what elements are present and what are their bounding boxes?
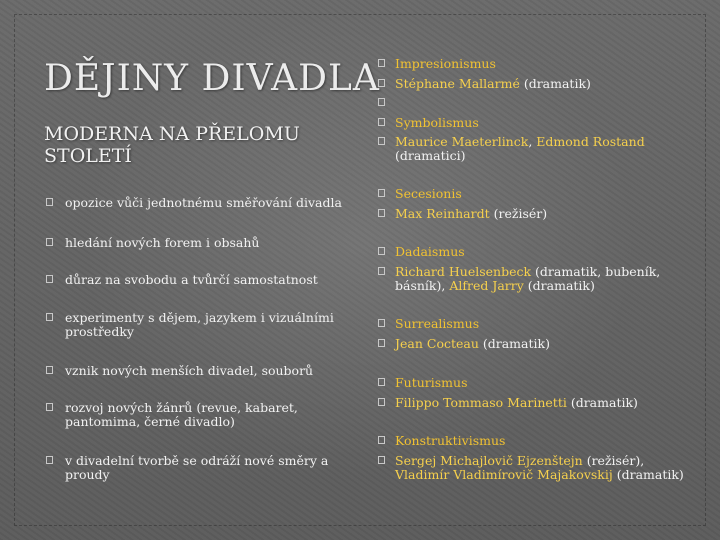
bullet-square-icon [46, 366, 53, 374]
person-name: Alfred Jarry [449, 278, 524, 293]
left-bullet: rozvoj nových žánrů (revue, kabaret, pantomima, černé divadlo) [46, 401, 346, 429]
bullet-square-icon [378, 59, 385, 67]
movement-people: Max Reinhardt (režisér) [378, 207, 678, 221]
movement-heading: Secesionis [378, 187, 678, 201]
movement-heading: Futurismus [378, 376, 678, 390]
slide-title: DĚJINY DIVADLA [44, 58, 380, 99]
movement-heading: Symbolismus [378, 116, 678, 130]
bullet-square-icon [378, 339, 385, 347]
bullet-square-icon [378, 209, 385, 217]
movement-heading: Surrealismus [378, 317, 678, 331]
bullet-square-icon [378, 398, 385, 406]
movement-people: Stéphane Mallarmé (dramatik) [378, 77, 678, 91]
bullet-square-icon [378, 247, 385, 255]
person-name: Max Reinhardt [395, 206, 490, 221]
bullet-square-icon [378, 118, 385, 126]
bullet-square-icon [46, 275, 53, 283]
movement-heading: Dadaismus [378, 245, 678, 259]
bullet-square-icon [378, 319, 385, 327]
bullet-square-icon [378, 436, 385, 444]
left-bullet: vznik nových menších divadel, souborů [46, 364, 346, 378]
left-bullet: hledání nových forem i obsahů [46, 236, 346, 250]
person-name: Vladimír Vladimírovič Majakovskij [395, 467, 613, 482]
person-name: Filippo Tommaso Marinetti [395, 395, 567, 410]
left-bullet: v divadelní tvorbě se odráží nové směry a proudy [46, 454, 346, 482]
bullet-square-icon [46, 238, 53, 246]
bullet-square-icon [378, 137, 385, 145]
bullet-square-icon [378, 189, 385, 197]
person-name: Richard Huelsenbeck [395, 264, 532, 279]
person-name: Sergej Michajlovič Ejzenštejn [395, 453, 583, 468]
left-bullet: důraz na svobodu a tvůrčí samostatnost [46, 273, 346, 287]
slide-subtitle: MODERNA NA PŘELOMU STOLETÍ [44, 123, 300, 167]
movement-people: Filippo Tommaso Marinetti (dramatik) [378, 396, 678, 410]
person-name: Maurice Maeterlinck [395, 134, 529, 149]
person-name: Stéphane Mallarmé [395, 76, 520, 91]
movement-heading: Konstruktivismus [378, 434, 678, 448]
left-bullet: opozice vůči jednotnému směřování divadla [46, 196, 346, 210]
bullet-square-icon [378, 267, 385, 275]
person-name: Edmond Rostand [536, 134, 645, 149]
bullet-square-icon [46, 198, 53, 206]
movement-heading: Impresionismus [378, 57, 678, 71]
bullet-square-icon [378, 378, 385, 386]
bullet-square-icon [46, 313, 53, 321]
bullet-square-icon [378, 98, 385, 106]
movement-people: Richard Huelsenbeck (dramatik, bubeník, básník), Alfred Jarry (dramatik) [378, 265, 678, 293]
movement-people: Jean Cocteau (dramatik) [378, 337, 678, 351]
bullet-square-icon [46, 456, 53, 464]
bullet-square-icon [46, 403, 53, 411]
left-bullet: experimenty s dějem, jazykem i vizuálními prostředky [46, 311, 346, 339]
bullet-square-icon [378, 456, 385, 464]
bullet-square-icon [378, 79, 385, 87]
movement-people: Sergej Michajlovič Ejzenštejn (režisér), Vladimír Vladimírovič Majakovskij (dramatik) [378, 454, 688, 482]
person-name: Jean Cocteau [395, 336, 479, 351]
movement-people: Maurice Maeterlinck, Edmond Rostand (dramatici) [378, 135, 678, 163]
